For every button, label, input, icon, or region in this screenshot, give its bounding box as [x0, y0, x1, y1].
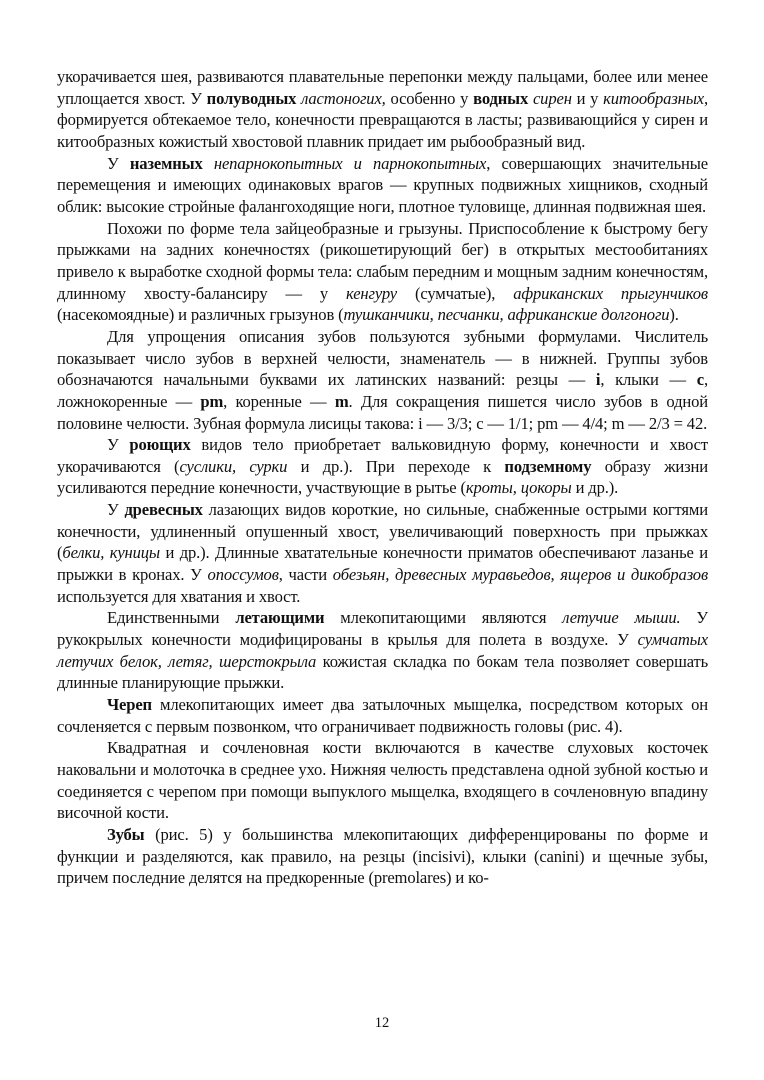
text-run: и у	[571, 88, 604, 108]
text-run: , формируется обтекаемое тело, конечности превращаются в ласты; развивающийся у сирен и китообразных кожистый хвостовой плавник придает им рыбообразный вид.	[57, 88, 709, 151]
text-run: видов тело приобретает вальковидную форму, конечности и хвост укорачиваются (	[57, 435, 708, 476]
page-body-text	[57, 66, 708, 889]
bold-term: роющих	[129, 435, 191, 455]
italic-term: суслики, сурки	[179, 456, 288, 476]
paragraph	[57, 153, 708, 218]
italic-term: кенгуру	[346, 283, 397, 303]
bold-term: m	[334, 391, 349, 411]
bold-term: pm	[200, 391, 224, 411]
italic-term: африканских прыгунчиков	[513, 283, 708, 303]
bold-term: наземных	[129, 153, 203, 173]
text-run: У	[107, 500, 125, 520]
bold-term: i	[595, 370, 601, 390]
bold-term: Зубы	[107, 824, 145, 844]
text-run: (рис. 5) у большинства млекопитающих дифференцированы по форме и функции и разделяются, как правило, на резцы (incisivi), клыки (canini) и щечные зубы, причем последние делятся на предкоренные (premolares) и ко-	[57, 824, 708, 888]
text-run: млекопитающими являются	[324, 608, 563, 628]
text-run: У	[107, 435, 130, 455]
page-number: 12	[374, 1015, 390, 1031]
paragraph	[57, 499, 708, 607]
text-run: , части	[278, 565, 333, 585]
paragraph	[57, 607, 708, 694]
text-run: , коренные —	[223, 391, 335, 411]
bold-term: водных	[473, 88, 529, 108]
italic-term: летучие мыши.	[562, 608, 681, 628]
text-run: Квадратная и сочленовная кости включаются в качестве слуховых косточек наковальни и молоточка в среднее ухо. Нижняя челюсть представлена одной зубной костью и соединяется с черепом при помощи выпуклого мыщелка, входящего в сочленовную впадину височной кости.	[57, 738, 708, 823]
italic-term: белки, куницы	[62, 543, 161, 563]
text-run: особенно у	[385, 88, 474, 108]
bold-term: летающими	[235, 608, 325, 628]
text-run: Для упрощения описания зубов пользуются зубными формулами. Числитель показывает число зубов в верхней челюсти, знаменатель — в нижней. Группы зубов обозначаются начальными буквами их латинских названий: резцы —	[57, 326, 708, 390]
paragraph	[57, 326, 708, 434]
bold-term: Череп	[107, 695, 152, 715]
text-run	[203, 154, 214, 173]
text-run: используется для хватания и хвост.	[57, 586, 301, 606]
bold-term: древесных	[124, 500, 203, 520]
italic-term: кроты, цокоры	[465, 478, 572, 498]
bold-term: полуводных	[206, 88, 297, 108]
text-run: Похожи по форме тела зайцеобразные и грызуны. Приспособление к быстрому бегу прыжками на задних конечностях (рикошетирующий бег) в открытых местообитаниях привело к выработке сходной формы тела: слабым передним и мощным задним конечностям, длинному хвосту-балансиру — у	[57, 218, 708, 303]
italic-term: обезьян, древесных муравьедов, ящеров и дикобразов	[332, 565, 708, 585]
italic-term: ластоногих,	[301, 88, 386, 108]
text-run: (сумчатые),	[396, 283, 514, 303]
text-run: , ложнокоренные —	[57, 370, 709, 411]
text-run: и др.). При переходе к	[287, 456, 505, 476]
text-run: ).	[669, 305, 679, 325]
text-run: У	[107, 153, 130, 173]
paragraph	[57, 434, 708, 499]
bold-term: подземному	[504, 456, 592, 476]
text-run: У рукокрылых конечности модифицированы в крылья для полета в воздухе. У	[57, 608, 708, 650]
text-run: и др.). Длинные хватательные конечности приматов обеспечивают лазанье и прыжки в кронах. У	[57, 543, 708, 585]
paragraph	[57, 218, 708, 326]
italic-term: китообразных	[603, 88, 705, 108]
text-run: млекопитающих имеет два затылочных мыщелка, посредством которых он сочленяется с первым позвонком, что ограничивает подвижность головы (рис. 4).	[57, 695, 708, 736]
text-run: и др.).	[571, 478, 619, 498]
text-run: кожистая складка по бокам тела позволяет совершать длинные планирующие прыжки.	[57, 651, 709, 693]
text-run: (насекомоядные) и различных грызунов (	[57, 305, 344, 325]
paragraph	[57, 694, 708, 737]
text-run: образу жизни усиливаются передние конечности, участвующие в рытье (	[57, 456, 708, 498]
text-run: Единственными	[107, 608, 236, 628]
text-run: укорачивается шея, развиваются плавательные перепонки между пальцами, более или менее уплощается хвост. У	[57, 67, 708, 108]
italic-term: сирен	[532, 88, 572, 108]
italic-term: опоссумов	[207, 565, 279, 585]
bold-term: c	[696, 370, 705, 390]
text-run: , клыки —	[600, 370, 697, 390]
italic-term: сумчатых летучих белок, летяг, шерстокрыла	[57, 630, 708, 671]
paragraph	[57, 66, 708, 153]
text-run: . Для сокращения пишется число зубов в одной половине челюсти. Зубная формула лисицы такова: i — 3/3; c — 1/1; pm — 4/4; m — 2/3 = 42.	[57, 391, 709, 433]
italic-term: тушканчики, песчанки, африканские долгоноги	[343, 305, 670, 325]
paragraph	[57, 737, 708, 824]
paragraph	[57, 824, 708, 889]
text-run: лазающих видов короткие, но сильные, снабженные острыми когтями конечности, удлиненный опушенный хвост, увеличивающий поверхность при прыжках (	[57, 500, 708, 563]
text-run: , совершающих значительные перемещения и имеющих одинаковых врагов — крупных подвижных хищников, сходный облик: высокие стройные фалангоходящие ноги, плотное туловище, длинная подвижная шея.	[57, 153, 708, 216]
italic-term: непарнокопытных и парнокопытных	[213, 153, 487, 173]
